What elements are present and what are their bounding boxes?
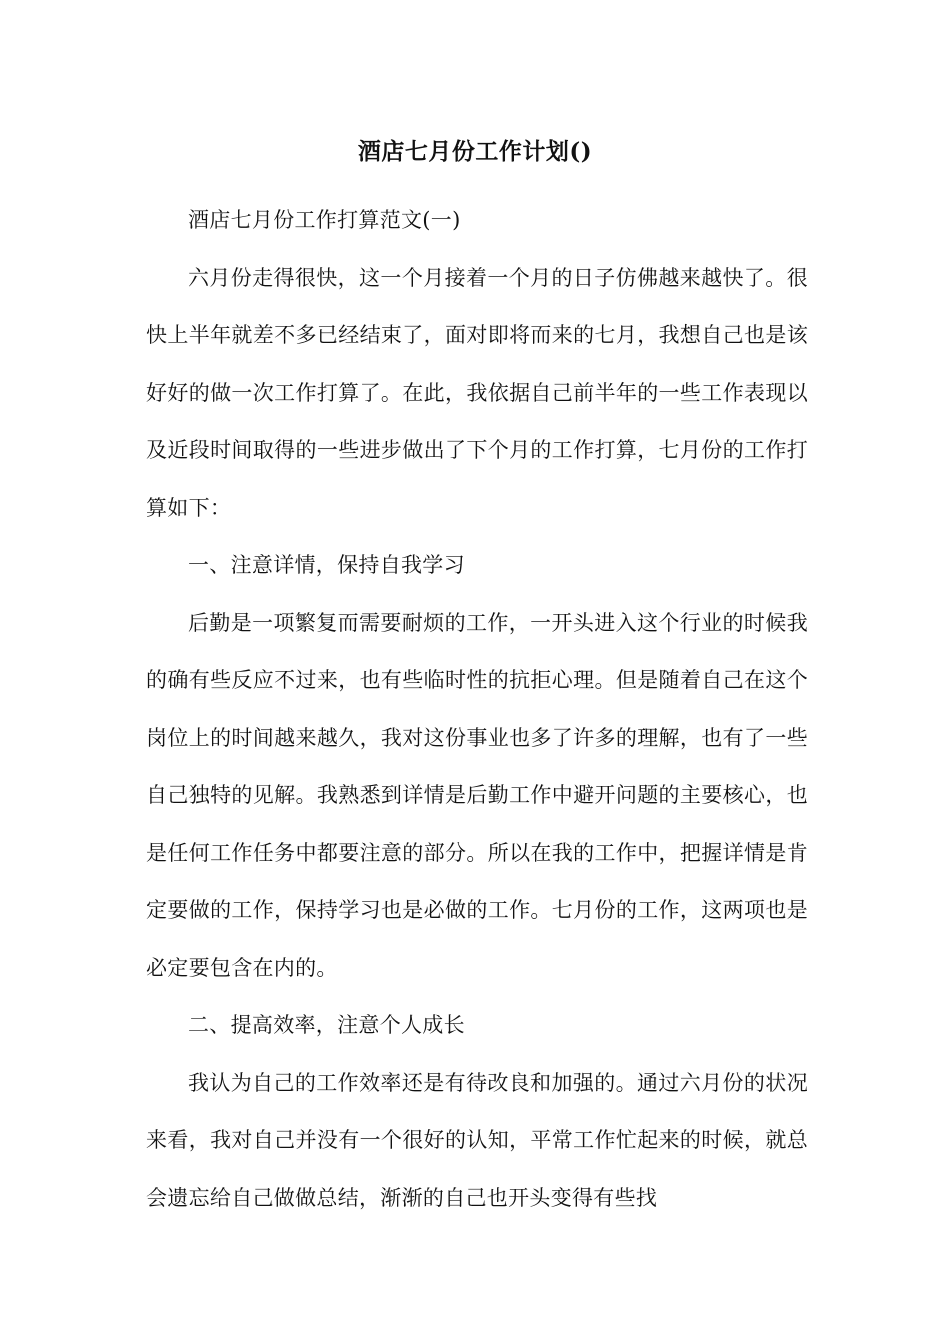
- body-paragraph: 六月份走得很快，这一个月接着一个月的日子仿佛越来越快了。很快上半年就差不多已经结束了，面对即将而来的七月，我想自己也是该好好的做一次工作打算了。在此，我依据自己前半年的一些工作表现以及近段时间取得的一些进步做出了下个月的工作打算，七月份的工作打算如下：: [146, 265, 808, 520]
- section-heading: 二、提高效率，注意个人成长: [188, 1013, 465, 1037]
- body-paragraph: 后勤是一项繁复而需要耐烦的工作，一开头进入这个行业的时候我的确有些反应不过来，也有些临时性的抗拒心理。但是随着自己在这个岗位上的时间越来越久，我对这份事业也多了许多的理解，也有了一些自己独特的见解。我熟悉到详情是后勤工作中避开问题的主要核心，也是任何工作任务中都要注意的部分。所以在我的工作中，把握详情是肯定要做的工作，保持学习也是必做的工作。七月份的工作，这两项也是必定要包含在内的。: [146, 610, 808, 980]
- document-body: [146, 192, 808, 1227]
- document-title: 酒店七月份工作计划(): [357, 138, 593, 165]
- body-paragraph: 我认为自己的工作效率还是有待改良和加强的。通过六月份的状况来看，我对自己并没有一个很好的认知，平常工作忙起来的时候，就总会遗忘给自己做做总结，渐渐的自己也开头变得有些找: [146, 1070, 808, 1210]
- section-heading: 一、注意详情，保持自我学习: [188, 553, 465, 577]
- subtitle-paragraph: 酒店七月份工作打算范文(一): [188, 208, 461, 232]
